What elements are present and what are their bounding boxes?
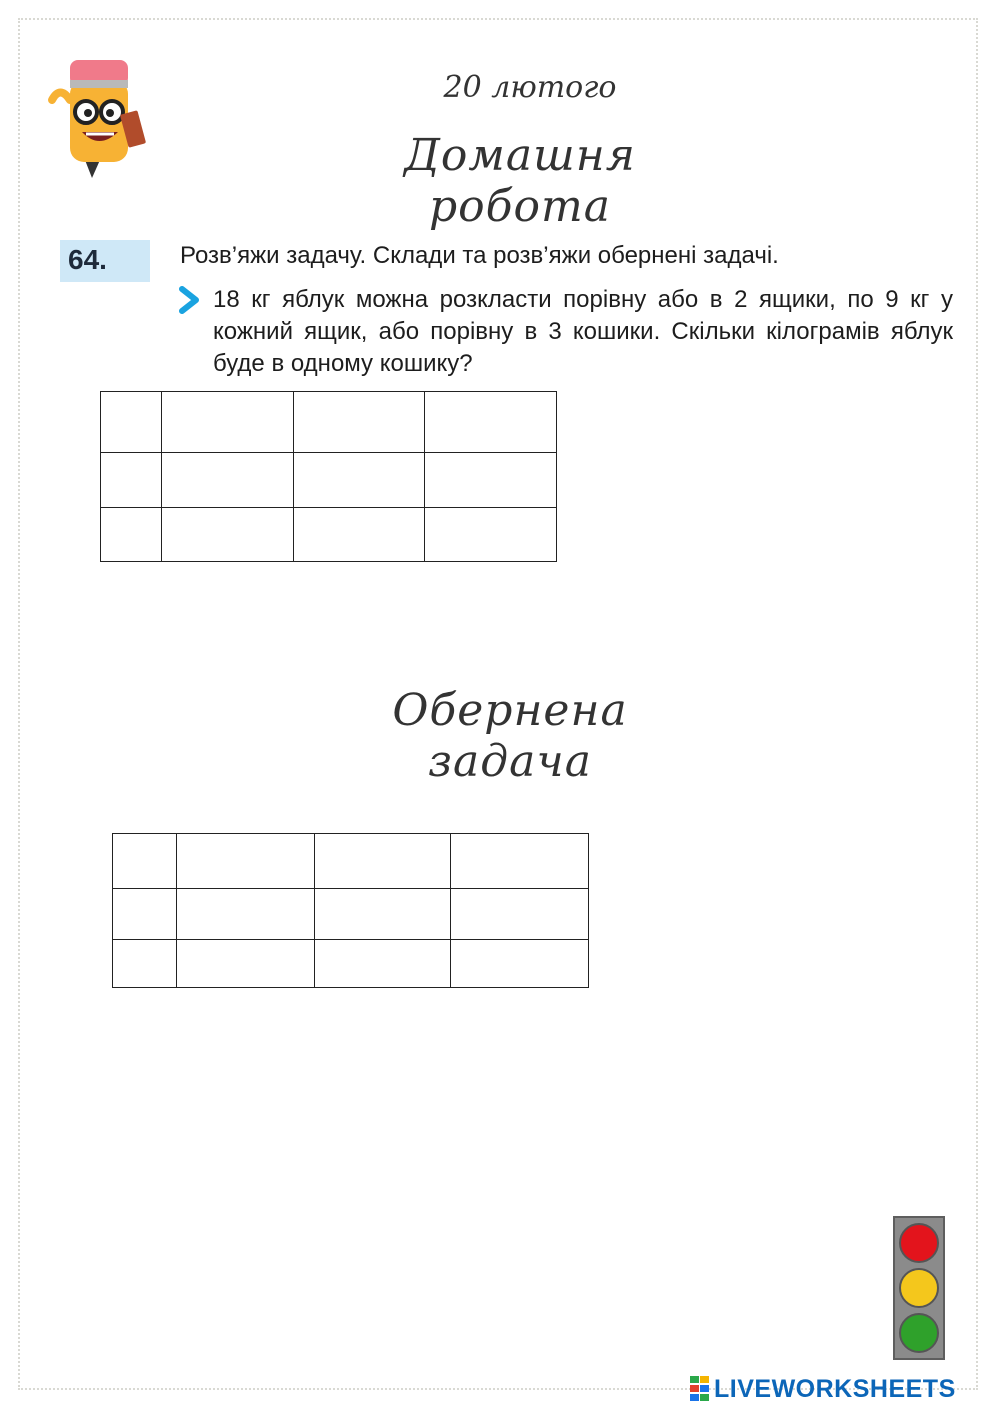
table-cell[interactable]	[293, 453, 425, 508]
table-cell[interactable]	[113, 940, 177, 988]
task-instruction: Розв’яжи задачу. Склади та розв’яжи обернені задачі.	[180, 242, 779, 269]
table-cell[interactable]	[451, 889, 589, 940]
table-cell[interactable]	[113, 834, 177, 889]
table-cell[interactable]	[176, 940, 314, 988]
inverse-task-title: Обернена задача	[392, 685, 628, 787]
solution-table	[100, 391, 557, 562]
table-cell[interactable]	[425, 392, 557, 453]
table-cell[interactable]	[425, 508, 557, 562]
table-cell[interactable]	[161, 508, 293, 562]
chevron-right-icon	[178, 286, 200, 314]
liveworksheets-logo	[690, 1372, 956, 1406]
table-cell[interactable]	[451, 834, 589, 889]
table-cell[interactable]	[176, 889, 314, 940]
table-cell[interactable]	[425, 453, 557, 508]
task-problem-text: 18 кг яблук можна розкласти порівну або в 2 ящики, по 9 кг у кожний ящик, або порівну в 3 кошики. Скільки кілограмів яблук буде в одному кошику?	[213, 286, 953, 377]
table-cell[interactable]	[113, 889, 177, 940]
traffic-light-icon[interactable]	[893, 1216, 945, 1360]
pencil-mascot-icon	[40, 40, 160, 180]
table-cell[interactable]	[176, 834, 314, 889]
task-number: 64.	[68, 244, 107, 275]
homework-title: Домашня робота	[404, 130, 636, 232]
table-cell[interactable]	[101, 508, 162, 562]
table-cell[interactable]	[293, 508, 425, 562]
brand-name: LIVEWORKSHEETS	[714, 1374, 956, 1403]
table-cell[interactable]	[314, 889, 451, 940]
table-cell[interactable]	[161, 392, 293, 453]
table-cell[interactable]	[101, 392, 162, 453]
table-cell[interactable]	[451, 940, 589, 988]
table-cell[interactable]	[314, 940, 451, 988]
table-cell[interactable]	[293, 392, 425, 453]
inverse-solution-table	[112, 833, 589, 988]
date-heading: 20 лютого	[443, 70, 617, 105]
liveworksheets-mark-icon	[690, 1376, 710, 1402]
task-number-badge	[60, 240, 150, 282]
table-cell[interactable]	[314, 834, 451, 889]
table-cell[interactable]	[161, 453, 293, 508]
table-cell[interactable]	[101, 453, 162, 508]
